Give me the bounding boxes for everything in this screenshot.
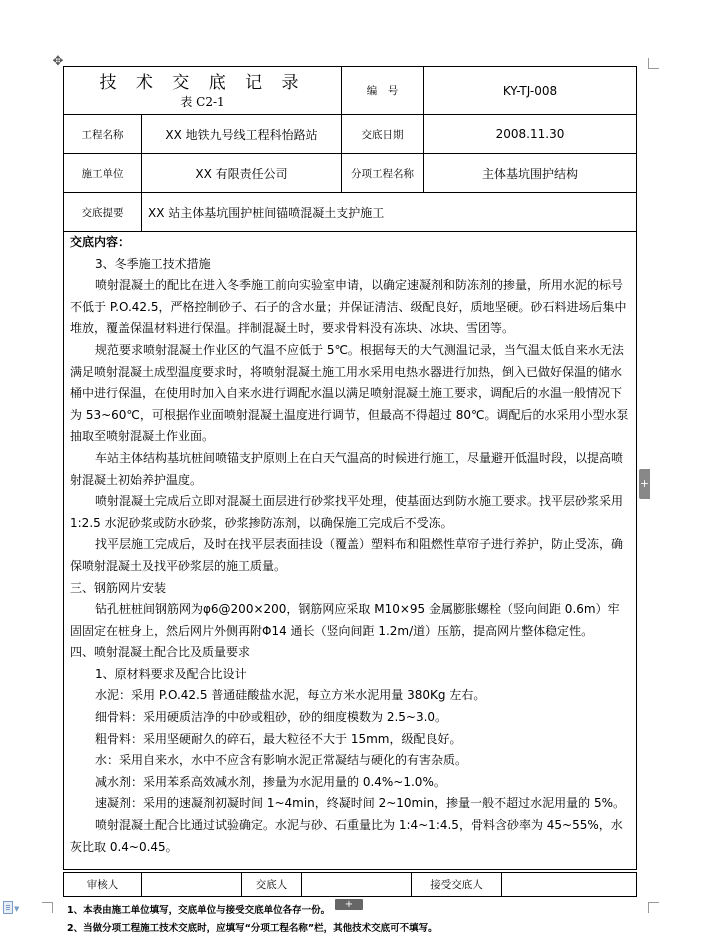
- page-corner-mark-bottom-left: [42, 902, 53, 913]
- document-icon[interactable]: [3, 901, 13, 914]
- summary-label: 交底提要: [64, 193, 142, 232]
- subitem-name-value[interactable]: 主体基坑围护结构: [424, 154, 637, 193]
- form-title: 技 术 交 底 记 录: [99, 72, 306, 93]
- disclosure-form-table: [63, 66, 637, 870]
- number-value[interactable]: KY-TJ-008: [424, 67, 637, 115]
- disclosure-date-label: 交底日期: [342, 115, 424, 154]
- content-paragraph: 速凝剂：采用的速凝剂初凝时间 1~4min，终凝时间 2~10min，掺量一般不超过水泥用量的 5%。: [95, 796, 626, 811]
- receiver-field[interactable]: [502, 873, 637, 897]
- content-paragraph: 水：采用自来水，水中不应含有影响水泥正常凝结与硬化的有害杂质。: [95, 753, 468, 768]
- content-paragraph: 喷射混凝土的配比在进入冬季施工前向实验室申请，以确定速凝剂和防冻剂的掺量，所用水泥的标号不低于 P.O.42.5，严格控制砂子、石子的含水量；并保证清洁、级配良好，质地坚硬。砂石料进场后集中堆放，覆盖保温材料进行保温。拌制混凝土时，要求骨料没有冻块、冰块、雪团等。: [70, 278, 627, 336]
- summary-value[interactable]: XX 站主体基坑围护桩间锚喷混凝土支护施工: [142, 193, 637, 232]
- project-name-label: 工程名称: [64, 115, 142, 154]
- construction-unit-label: 施工单位: [64, 154, 142, 193]
- content-paragraph: 粗骨料：采用坚硬耐久的碎石，最大粒径不大于 15mm，级配良好。: [95, 731, 462, 746]
- reviewer-field[interactable]: [142, 873, 242, 897]
- footnote-2: 2、当做分项工程施工技术交底时，应填写“分项工程名称”栏，其他技术交底可不填写。: [67, 923, 438, 934]
- content-paragraph: 减水剂：采用苯系高效减水剂，掺量为水泥用量的 0.4%~1.0%。: [95, 774, 446, 789]
- table-move-handle-icon[interactable]: ✥: [52, 54, 64, 69]
- disclosure-date-value[interactable]: 2008.11.30: [424, 115, 637, 154]
- content-paragraph: 细骨料：采用硬质洁净的中砂或粗砂，砂的细度模数为 2.5~3.0。: [95, 710, 448, 725]
- footnote-1: 1、本表由施工单位填写，交底单位与接受交底单位各存一份。: [67, 905, 331, 916]
- content-paragraph: 车站主体结构基坑桩间喷锚支护原则上在白天气温高的时候进行施工，尽量避开低温时段，以提高喷射混凝土初始养护温度。: [70, 450, 624, 487]
- content-paragraph: 找平层施工完成后，及时在找平层表面挂设（覆盖）塑料布和阻燃性草帘子进行养护，防止受冻，确保喷射混凝土及找平砂浆层的施工质量。: [70, 537, 624, 573]
- signature-table: [63, 872, 637, 897]
- content-paragraph: 1、原材料要求及配合比设计: [95, 666, 247, 681]
- reviewer-label: 审核人: [64, 873, 142, 897]
- add-row-button[interactable]: +: [335, 899, 363, 910]
- disclosure-content-cell[interactable]: [64, 232, 637, 870]
- content-heading: 交底内容：: [70, 235, 131, 249]
- section-heading: 四、喷射混凝土配合比及质量要求: [70, 645, 251, 660]
- number-label: 编 号: [342, 67, 424, 115]
- content-paragraph: 喷射混凝土完成后立即对混凝土面层进行砂浆找平处理，使基面达到防水施工要求。找平层砂浆采用 1:2.5 水泥砂浆或防水砂浆，砂浆掺防冻剂，以确保施工完成后不受冻。: [70, 494, 624, 530]
- form-number: 表 C2-1: [180, 94, 225, 109]
- dropdown-arrow-icon[interactable]: ▼: [14, 905, 20, 913]
- page-corner-mark-bottom-right: [648, 902, 659, 913]
- content-paragraph: 3、冬季施工技术措施: [95, 256, 211, 271]
- section-heading: 三、钢筋网片安装: [70, 580, 167, 595]
- receiver-label: 接受交底人: [412, 873, 502, 897]
- discloser-field[interactable]: [302, 873, 412, 897]
- discloser-label: 交底人: [242, 873, 302, 897]
- insert-column-button[interactable]: +: [639, 469, 650, 499]
- subitem-name-label: 分项工程名称: [342, 154, 424, 193]
- form-title-cell: [64, 67, 342, 115]
- page-corner-mark-top-right: [648, 58, 659, 69]
- content-paragraph: 钻孔桩桩间钢筋网为φ6@200×200，钢筋网应采取 M10×95 金属膨胀螺栓（竖向间距 0.6m）牢固固定在桩身上，然后网片外侧再附Φ14 通长（竖向间距 1.2m/道）压筋，提高网片整体稳定性。: [70, 602, 620, 638]
- content-paragraph: 水泥：采用 P.O.42.5 普通硅酸盐水泥，每立方米水泥用量 380Kg 左右。: [95, 688, 486, 703]
- content-paragraph: 喷射混凝土配合比通过试验确定。水泥与砂、石重量比为 1:4~1:4.5，骨料含砂率为 45~55%，水灰比取 0.4~0.45。: [70, 818, 623, 854]
- project-name-value[interactable]: XX 地铁九号线工程科怡路站: [142, 115, 342, 154]
- construction-unit-value[interactable]: XX 有限责任公司: [142, 154, 342, 193]
- content-paragraph: 规范要求喷射混凝土作业区的气温不应低于 5℃。根据每天的大气测温记录，当气温太低自来水无法满足喷射混凝土成型温度要求时，将喷射混凝土施工用水采用电热水器进行加热，倒入已做好保温的储水桶中进行保温，在使用时加入自来水进行调配水温以满足喷射混凝土施工要求，调配后的水温一般情况下为 53~60℃，可根据作业面喷射混凝土温度进行调节，但最高不得超过 80℃。调配后的水采用小型水泵抽取至喷射混凝土作业面。: [70, 342, 629, 444]
